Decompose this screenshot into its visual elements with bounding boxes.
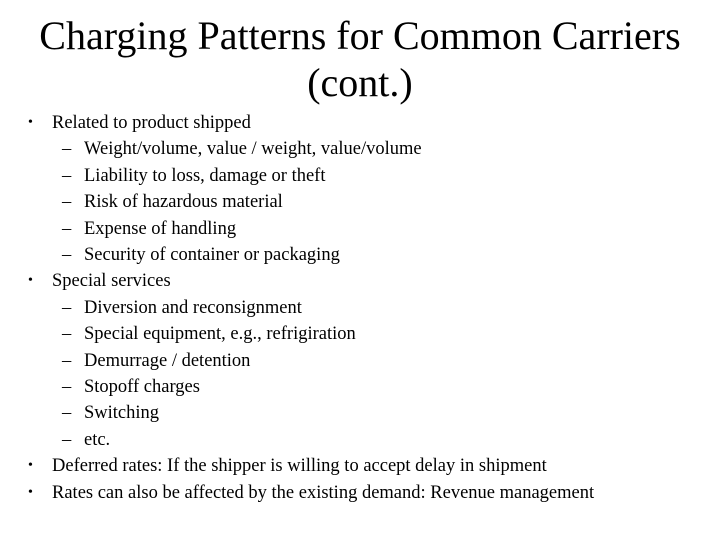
slide-title xyxy=(0,12,720,106)
sub-bullet-text: Weight/volume, value / weight, value/volume xyxy=(84,139,422,160)
sub-bullet-text: etc. xyxy=(84,429,111,450)
sub-bullet-item xyxy=(26,321,706,347)
sub-bullet-item xyxy=(26,348,706,374)
sub-bullet-text: Demurrage / detention xyxy=(84,350,251,371)
dash-icon: – xyxy=(62,297,72,318)
sub-bullet-text: Security of container or packaging xyxy=(84,245,340,266)
bullet-icon: • xyxy=(28,273,33,289)
sub-bullet-item xyxy=(26,189,706,215)
dash-icon: – xyxy=(62,403,72,424)
bullet-text: Deferred rates: If the shipper is willing to accept delay in shipment xyxy=(52,456,547,477)
sub-bullet-text: Expense of handling xyxy=(84,218,237,239)
dash-icon: – xyxy=(62,139,72,160)
sub-bullet-item xyxy=(26,374,706,400)
dash-icon: – xyxy=(62,429,72,450)
sub-bullet-text: Special equipment, e.g., refrigiration xyxy=(84,324,356,345)
bullet-item xyxy=(26,480,706,506)
bullet-text: Related to product shipped xyxy=(52,113,251,133)
dash-icon: – xyxy=(62,192,72,213)
dash-icon: – xyxy=(62,350,72,371)
slide-title-line-1: Charging Patterns for Common Carriers xyxy=(39,13,681,58)
dash-icon: – xyxy=(62,245,72,266)
bullet-icon: • xyxy=(28,115,33,130)
sub-bullet-text: Risk of hazardous material xyxy=(84,192,283,213)
dash-icon: – xyxy=(62,377,72,398)
bullet-icon: • xyxy=(28,484,33,500)
sub-bullet-text: Stopoff charges xyxy=(84,377,200,398)
bullet-list xyxy=(26,110,706,506)
slide-title-line-2: (cont.) xyxy=(307,60,413,105)
sub-bullet-item xyxy=(26,427,706,453)
bullet-text: Rates can also be affected by the existing demand: Revenue management xyxy=(52,482,595,503)
sub-bullet-text: Switching xyxy=(84,403,160,424)
sub-bullet-item xyxy=(26,136,706,162)
bullet-icon: • xyxy=(28,458,33,474)
bullet-item xyxy=(26,110,706,136)
sub-bullet-item xyxy=(26,216,706,242)
sub-bullet-item xyxy=(26,163,706,189)
bullet-item xyxy=(26,453,706,479)
dash-icon: – xyxy=(62,324,72,345)
bullet-item xyxy=(26,268,706,294)
dash-icon: – xyxy=(62,218,72,239)
sub-bullet-item xyxy=(26,295,706,321)
sub-bullet-item xyxy=(26,400,706,426)
sub-bullet-text: Liability to loss, damage or theft xyxy=(84,165,326,186)
bullet-text: Special services xyxy=(52,271,171,292)
sub-bullet-text: Diversion and reconsignment xyxy=(84,297,302,318)
sub-bullet-item xyxy=(26,242,706,268)
dash-icon: – xyxy=(62,165,72,186)
